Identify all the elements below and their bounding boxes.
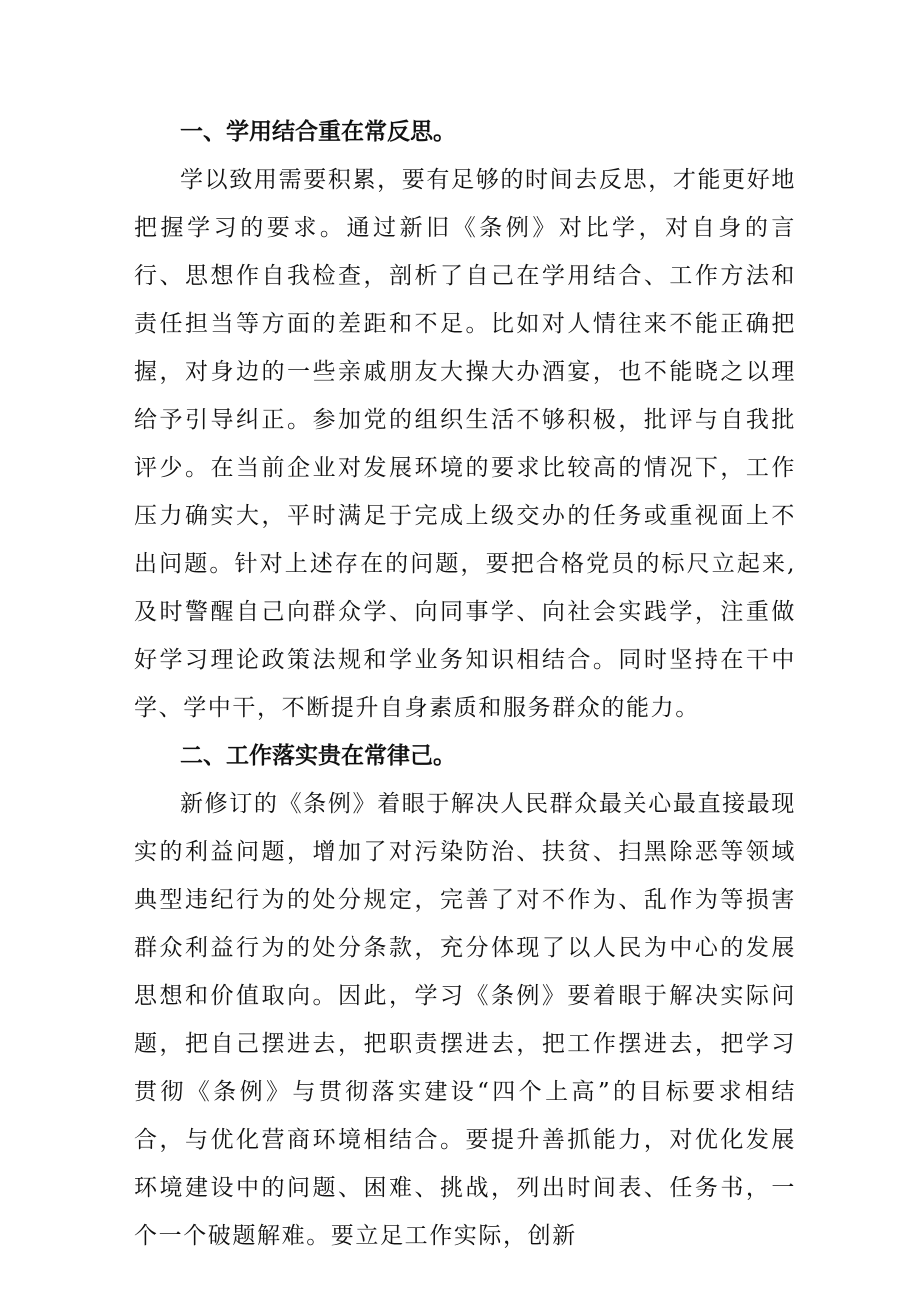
section-2-paragraph: 新修订的《条例》着眼于解决人民群众最关心最直接最现实的利益问题，增加了对污染防治、扶贫、扫黑除恶等领域典型违纪行为的处分规定，完善了对不作为、乱作为等损害群众利益行为的处分条款，充分体现了以人民为中心的发展思想和价值取向。因此，学习《条例》要着眼于解决实际问题，把自己摆进去，把职责摆进去，把工作摆进去，把学习贯彻《条例》与贯彻落实建设“四个上高”的目标要求相结合，与优化营商环境相结合。要提升善抓能力，对优化发展环境建设中的问题、困难、挑战，列出时间表、任务书，一个一个破题解难。要立足工作实际，创新 <box>134 791 796 1249</box>
section-1-paragraph: 学以致用需要积累，要有足够的时间去反思，才能更好地把握学习的要求。通过新旧《条例》对比学，对自身的言行、思想作自我检查，剖析了自己在学用结合、工作方法和责任担当等方面的差距和不足。比如对人情往来不能正确把握，对身边的一些亲戚朋友大操大办酒宴，也不能晓之以理给予引导纠正。参加党的组织生活不够积极，批评与自我批评少。在当前企业对发展环境的要求比较高的情况下，工作压力确实大，平时满足于完成上级交办的任务或重视面上不出问题。针对上述存在的问题，要把合格党员的标尺立起来,及时警醒自己向群众学、向同事学、向社会实践学，注重做好学习理论政策法规和学业务知识相结合。同时坚持在干中学、学中干，不断提升自身素质和服务群众的能力。 <box>134 167 796 721</box>
document-body <box>134 108 796 1260</box>
section-2-heading: 二、工作落实贵在常律己。 <box>180 743 456 769</box>
section-1-heading: 一、学用结合重在常反思。 <box>180 119 456 145</box>
